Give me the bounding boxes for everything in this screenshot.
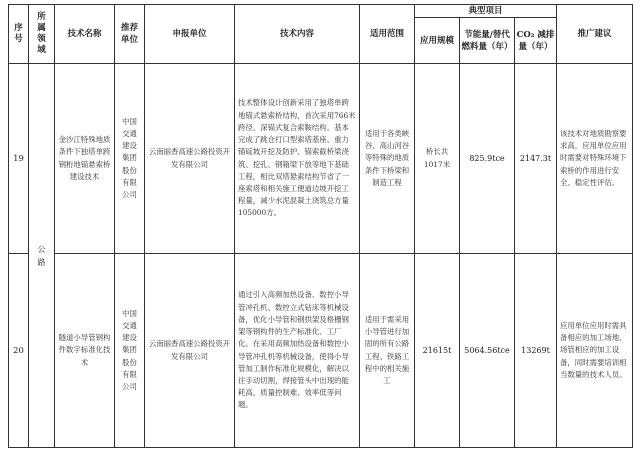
row-tech-name: 隧道小导管钢构件数字标准化技术 (55, 254, 115, 448)
header-scope: 适用范围 (360, 5, 415, 64)
header-domain-char: 所 (37, 12, 46, 22)
row-seq: 19 (9, 64, 29, 254)
row-applicant: 云南丽香高速公路投资开发有限公司 (145, 64, 235, 254)
header-recommender (115, 5, 145, 64)
header-domain-char: 域 (37, 45, 46, 55)
domain-char: 路 (37, 257, 46, 267)
header-domain (29, 5, 55, 64)
data-table-sheet (8, 4, 632, 447)
row-energy: 5064.56tce (460, 254, 515, 448)
row-co2: 2147.3t (515, 64, 557, 254)
header-domain-char: 属 (37, 23, 46, 33)
header-recommender-line: 推荐 (120, 23, 138, 33)
row-scale: 桥长共1017米 (415, 64, 460, 254)
header-domain-char: 领 (37, 34, 46, 44)
header-tech-name: 技术名称 (55, 5, 115, 64)
row-scale: 21615t (415, 254, 460, 448)
header-suggestion: 推广建议 (557, 5, 633, 64)
row-co2: 13269t (515, 254, 557, 448)
row-recommender: 中国交通建设集团股份有限公司 (115, 64, 145, 254)
header-seq-char: 号 (14, 34, 23, 44)
row-content: 技术整体设计创新采用了独塔单跨地锚式悬索桥结构，首次采用766米跨径、深锚式复合索鞍结构。基本完成了跳仓打口型索塔基座、重力锚碇坡开挖及防护、锚索截桥梁浇筑、挖孔、钢箱梁下放等地下基础工程，相比双塔悬索结构节省了一座索塔和相关施工便道边坡开挖工程量，减少水泥混凝土浇筑总方量105000方。 (235, 64, 360, 254)
technology-table (8, 4, 633, 448)
row-recommender: 中国交通建设集团股份有限公司 (115, 254, 145, 448)
header-seq-char: 序 (14, 23, 23, 33)
header-content: 技术内容 (235, 5, 360, 64)
header-scale: 应用规模 (415, 18, 460, 64)
row-tech-name: 金沙江特殊地质条件下独塔单跨钢桁地锚悬索桥建设技术 (55, 64, 115, 254)
row-seq: 20 (9, 254, 29, 448)
header-applicant: 申报单位 (145, 5, 235, 64)
table-row (9, 254, 633, 448)
row-suggestion: 该技术对地质勘察要求高，应用单位应用时需要对特殊环境下索桥的作用进行安全、稳定性评估。 (557, 64, 633, 254)
header-co2: CO₂ 减排量（年） (515, 18, 557, 64)
header-typical-project: 典型项目 (415, 5, 557, 18)
row-content: 通过引入高频加热设备、数控小导管冲孔机、数控立式钻床等机械设备，优化小导管和钢拱架及格栅钢架等钢构件的生产标准化、工厂化。在采用高频加热设备和数控小导管冲孔机等机械设备，使得小导管加工制作标准化规模化，解决以往手动切割，焊接管头中出现的能耗高、质量控制难、效率低等问题。 (235, 254, 360, 448)
row-scope: 适用于需采用小导管进行加固的所有公路工程、铁路工程中的相关施工 (360, 254, 415, 448)
table-row (9, 64, 633, 254)
row-applicant: 云南丽香高速公路投资开发有限公司 (145, 254, 235, 448)
row-scope: 适用于各类峡谷、高山河谷等特殊的地质条件下桥梁和制造工程 (360, 64, 415, 254)
header-seq (9, 5, 29, 64)
row-suggestion: 应用单位应用时需具备相应的加工场地、场管相应的加工设备，同时需要培训相当数量的技术人员。 (557, 254, 633, 448)
row-domain (29, 64, 55, 448)
row-energy: 825.9tce (460, 64, 515, 254)
domain-char: 公 (37, 244, 46, 254)
header-energy: 节能量/替代燃料量（年） (460, 18, 515, 64)
header-recommender-line: 单位 (120, 35, 138, 45)
